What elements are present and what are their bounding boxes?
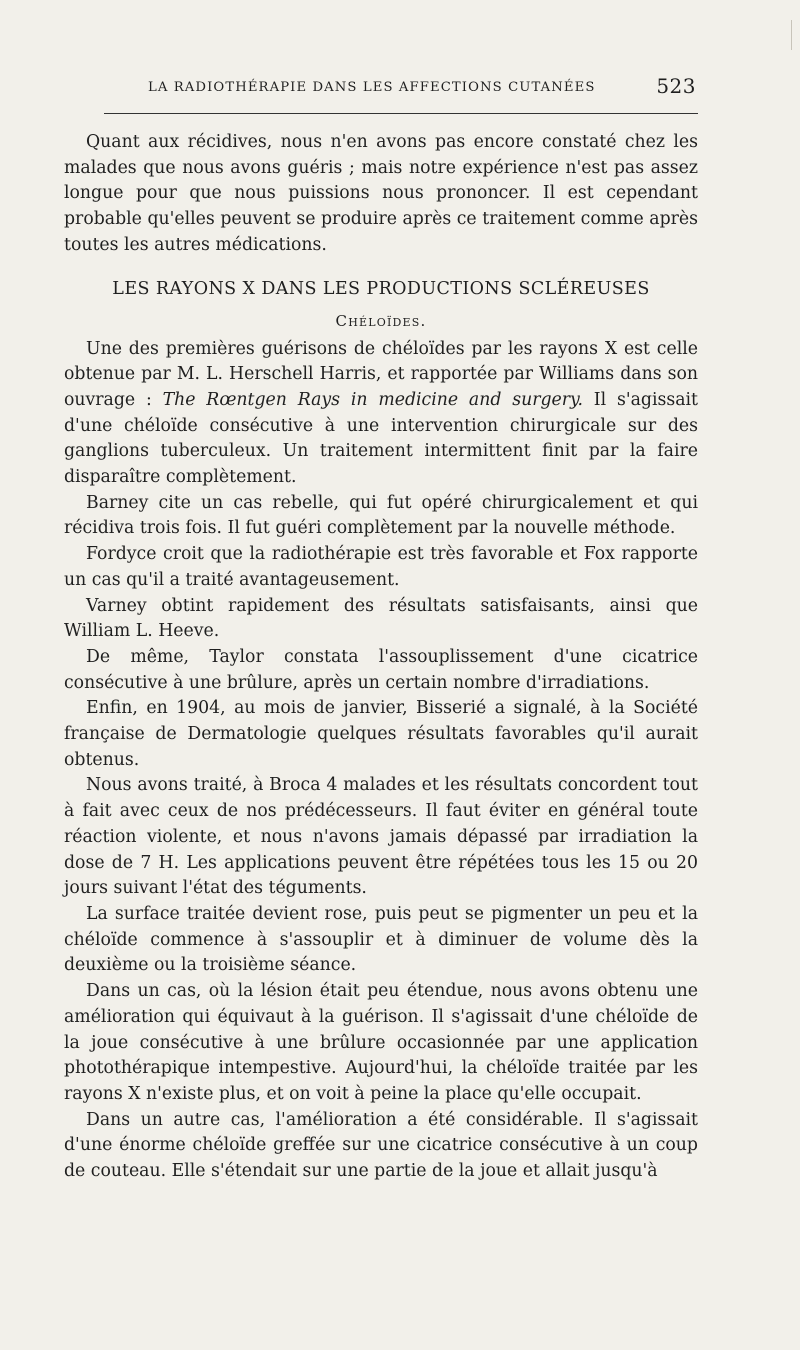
section-subheading: Chéloïdes.: [335, 311, 427, 330]
paragraph-surface: La surface traitée devient rose, puis peut se pigmenter un peu et la chéloïde commence à s'assouplir et à diminuer de volume dès la deuxième ou la troisième séance.: [64, 903, 698, 976]
paragraph-fordyce: Fordyce croit que la radiothérapie est très favorable et Fox rapporte un cas qu'il a traité avantageusement.: [64, 544, 698, 590]
paragraph-harris-end: Il s'agissait d'une chéloïde consécutive à une intervention chirurgicale sur des ganglions tuberculeux. Un traitement intermittent finit par la faire disparaître complètement.: [64, 389, 699, 488]
paragraph-barney: Barney cite un cas rebelle, qui fut opéré chirurgicalement et qui récidiva trois fois. Il fut guéri complètement par la nouvelle méthode.: [64, 492, 698, 539]
page-header: [64, 72, 698, 106]
page-number: 523: [656, 74, 696, 98]
header-rule: [104, 113, 698, 114]
paragraph-recidives: Quant aux récidives, nous n'en avons pas encore constaté chez les malades que nous avons guéris ; mais notre expérience n'est pas assez longue pour que nous puissions nous prononcer. Il est cependant probable qu'elles peuvent se produire après ce traitement comme après toutes les autres médications.: [64, 132, 698, 255]
running-title: LA RADIOTHÉRAPIE DANS LES AFFECTIONS CUTANÉES: [148, 80, 596, 95]
book-title: The Rœntgen Rays in medicine and surgery.: [162, 389, 583, 410]
paragraph-harris-start: Une des premières guérisons de chéloïdes par les rayons X est celle obtenue par M. L. Herschell Harris, et rapportée par Williams dans son ouvrage :: [64, 338, 698, 410]
paragraph-cas-joue: Dans un cas, où la lésion était peu étendue, nous avons obtenu une amélioration qui équivaut à la guérison. Il s'agissait d'une chéloïde de la joue consécutive à une brûlure occasionnée par une application photothérapique intempestive. Aujourd'hui, la chéloïde traitée par les rayons X n'existe plus, et on voit à peine la place qu'elle occupait.: [64, 981, 698, 1104]
body-text: [64, 130, 698, 1185]
paragraph-varney: Varney obtint rapidement des résultats satisfaisants, ainsi que William L. Heeve.: [64, 595, 698, 642]
scan-edge-mark: [791, 20, 792, 50]
paragraph-autre-cas: Dans un autre cas, l'amélioration a été considérable. Il s'agissait d'une énorme chéloïde greffée sur une cicatrice consécutive à un coup de couteau. Elle s'étendait sur une partie de la joue et allait jusqu'à: [64, 1109, 698, 1182]
section-heading: LES RAYONS X DANS LES PRODUCTIONS SCLÉREUSES: [112, 278, 650, 299]
paragraph-bisserie: Enfin, en 1904, au mois de janvier, Bisserié a signalé, à la Société française de Dermatologie quelques résultats favorables qu'il aurait obtenus.: [64, 698, 698, 770]
paragraph-taylor: De même, Taylor constata l'assouplissement d'une cicatrice consécutive à une brûlure, après un certain nombre d'irradiations.: [64, 646, 698, 693]
paragraph-harris: [64, 337, 698, 491]
paragraph-broca: Nous avons traité, à Broca 4 malades et les résultats concordent tout à fait avec ceux de nos prédécesseurs. Il faut éviter en général toute réaction violente, et nous n'avons jamais dépassé par irradiation la dose de 7 H. Les applications peuvent être répétées tous les 15 ou 20 jours suivant l'état des téguments.: [64, 775, 698, 899]
